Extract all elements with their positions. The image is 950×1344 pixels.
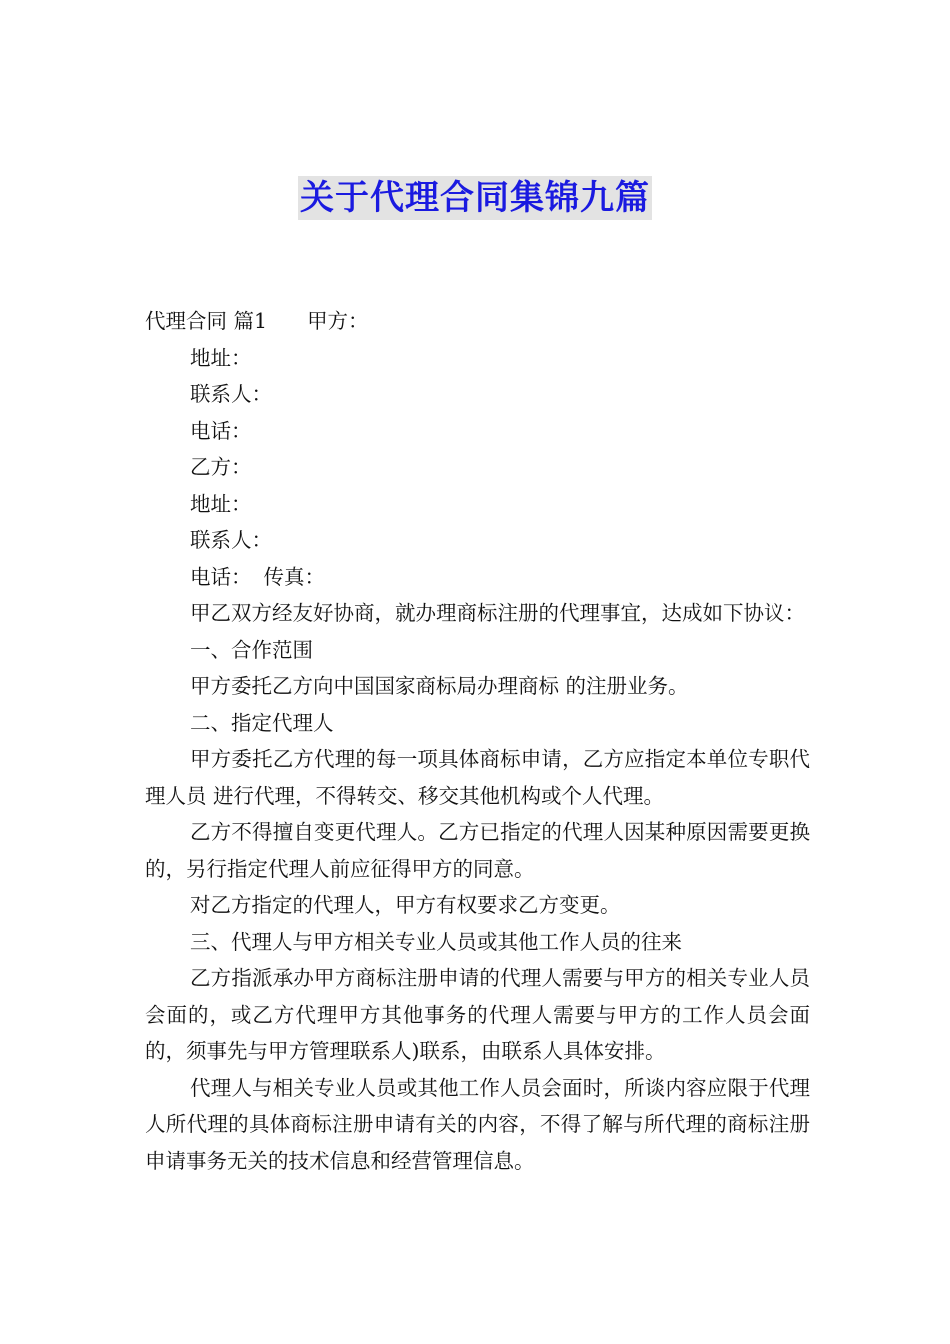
party-b-label: 乙方： bbox=[190, 455, 252, 479]
section-label: 代理合同 篇1 bbox=[145, 309, 268, 333]
document-title: 关于代理合同集锦九篇 bbox=[300, 178, 650, 218]
section3-paragraph-2: 代理人与相关专业人员或其他工作人员会面时，所谈内容应限于代理人所代理的具体商标注册申请有关的内容，不得了解与所代理的商标注册申请事务无关的技术信息和经营管理信息。 bbox=[145, 1075, 810, 1173]
section3-heading: 三、代理人与甲方相关专业人员或其他工作人员的往来 bbox=[190, 929, 682, 954]
document-body bbox=[145, 303, 810, 1179]
party-b-phone-fax bbox=[145, 559, 810, 596]
party-b-address: 地址： bbox=[190, 491, 252, 516]
party-a-contact: 联系人： bbox=[190, 382, 272, 406]
party-a-phone: 电话： bbox=[190, 418, 252, 443]
intro-paragraph: 甲乙双方经友好协商，就办理商标注册的代理事宜，达成如下协议： bbox=[190, 601, 805, 625]
section2-paragraph-2: 乙方不得擅自变更代理人。乙方已指定的代理人因某种原因需要更换的，另行指定代理人前应征得甲方的同意。 bbox=[145, 820, 810, 881]
section3-paragraph-1: 乙方指派承办甲方商标注册申请的代理人需要与甲方的相关专业人员会面的，或乙方代理甲方其他事务的代理人需要与甲方的工作人员会面的，须事先与甲方管理联系人)联系，由联系人具体安排。 bbox=[145, 966, 810, 1063]
title-container bbox=[0, 176, 950, 220]
party-a-address: 地址： bbox=[190, 345, 252, 370]
section2-paragraph-1: 甲方委托乙方代理的每一项具体商标申请，乙方应指定本单位专职代理人员 进行代理，不得转交、移交其他机构或个人代理。 bbox=[145, 747, 810, 808]
party-a-label: 甲方： bbox=[307, 309, 369, 333]
section1-paragraph: 甲方委托乙方向中国国家商标局办理商标 的注册业务。 bbox=[190, 674, 689, 698]
party-b-contact: 联系人： bbox=[190, 528, 272, 552]
section1-heading: 一、合作范围 bbox=[190, 637, 313, 662]
header-line bbox=[145, 303, 810, 340]
fax-label: 传真： bbox=[263, 564, 325, 589]
section2-heading: 二、指定代理人 bbox=[190, 710, 334, 735]
phone-label: 电话： bbox=[190, 564, 252, 589]
section2-paragraph-3: 对乙方指定的代理人，甲方有权要求乙方变更。 bbox=[190, 893, 621, 917]
